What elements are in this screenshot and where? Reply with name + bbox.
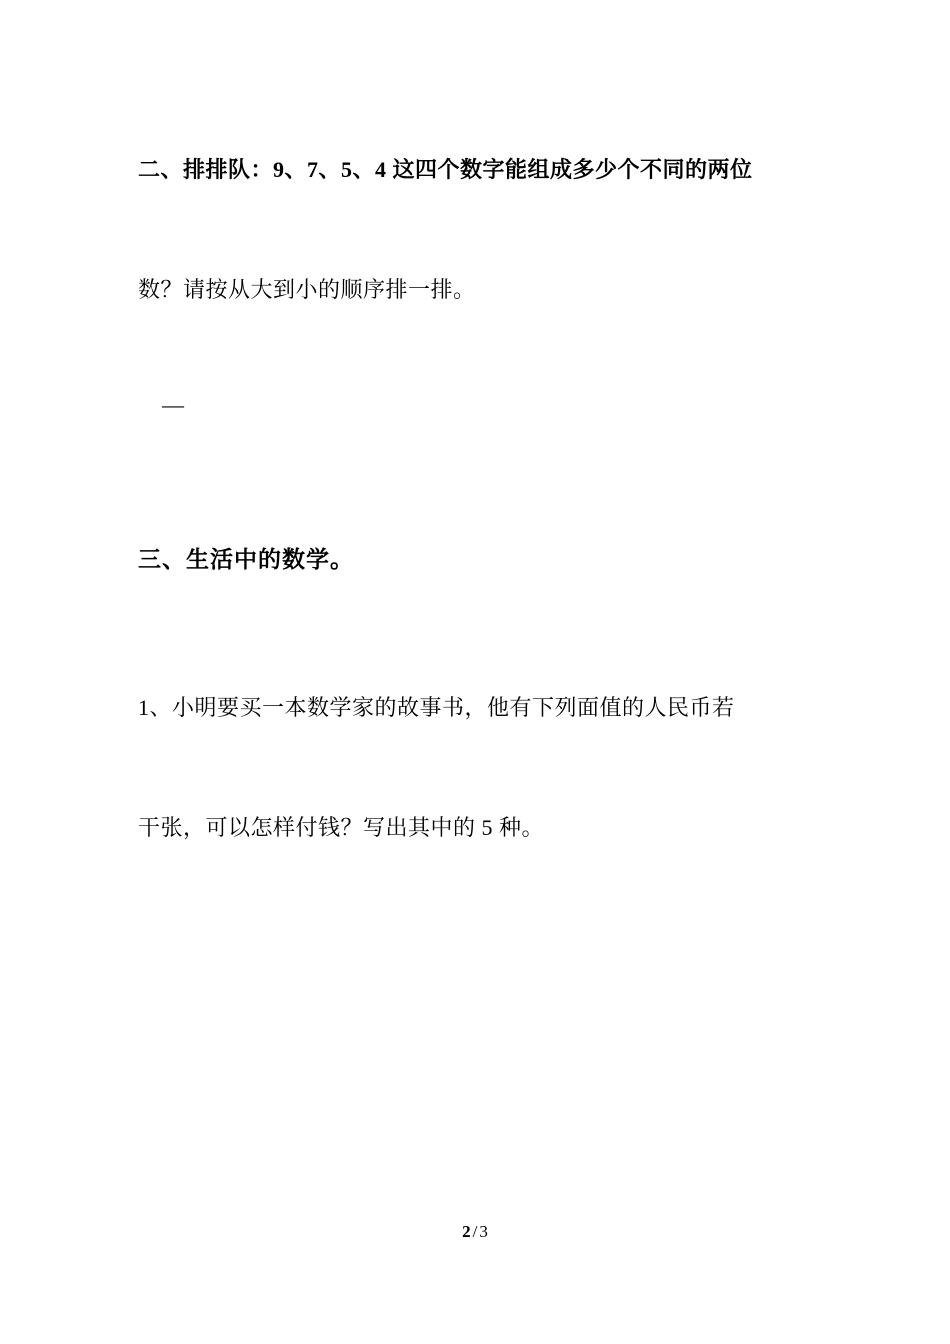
- section-spacer: [138, 460, 818, 530]
- page-footer: [0, 1222, 950, 1242]
- section-three-heading: 三、生活中的数学。: [138, 547, 354, 572]
- document-body: [138, 110, 818, 888]
- heading-gap: [138, 590, 818, 648]
- footer-current-page: 2: [462, 1222, 471, 1241]
- section-two-line-1: 二、排排队：9、7、5、4 这四个数字能组成多少个不同的两位: [138, 157, 753, 182]
- section-two-line-2: 数？请按从大到小的顺序排一排。: [138, 277, 476, 302]
- section-three-line-2: 干张，可以怎样付钱？写出其中的 5 种。: [138, 815, 545, 840]
- section-排排队: [138, 110, 818, 460]
- section-two-answer-placeholder: —: [162, 392, 184, 417]
- section-three-line-1: 1、小明要买一本数学家的故事书，他有下列面值的人民币若: [138, 695, 735, 720]
- footer-page-separator: /: [472, 1222, 478, 1241]
- section-生活中的数学: [138, 530, 818, 888]
- footer-total-pages: 3: [479, 1222, 488, 1241]
